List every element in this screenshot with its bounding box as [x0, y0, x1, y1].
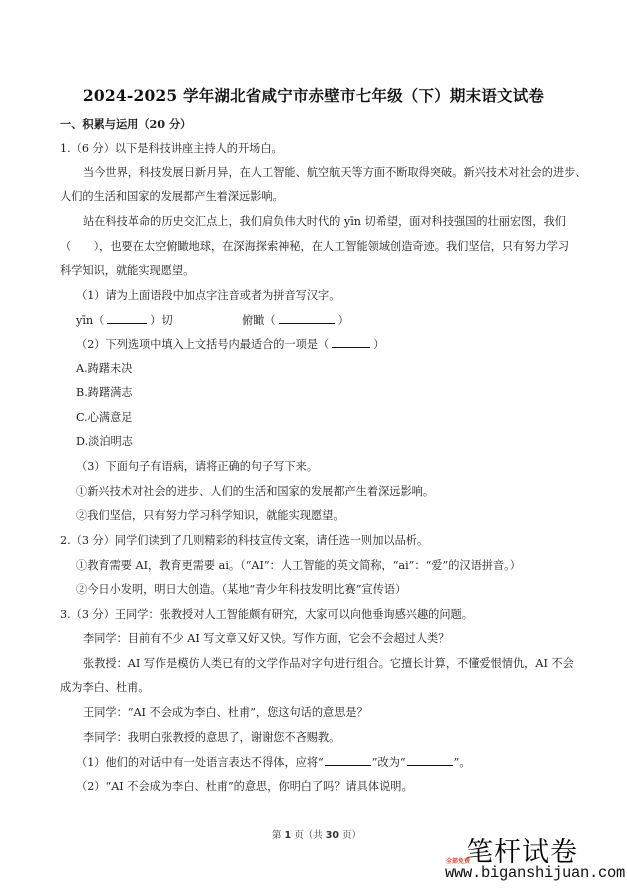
q1-sub3-sentence1: ①新兴技术对社会的进步、人们的生活和国家的发展都产生着深远影响。	[76, 485, 435, 498]
q3-li-line1: 李同学：目前有不少 AI 写文章又好又快。写作方面，它会不会超过人类？	[83, 632, 450, 645]
q1-paragraph1-line2: 人们的生活和国家的发展都产生着深远影响。	[60, 190, 284, 203]
q2-item2: ②今日小发明，明日大创造。（某地“青少年科技发明比赛”宣传语）	[76, 583, 407, 596]
section-heading: 一、积累与运用（20 分）	[60, 117, 192, 131]
footer-prefix: 第	[272, 830, 285, 841]
q3-zhang-line2: 成为李白、杜甫。	[60, 681, 150, 694]
q3-sub1-prompt	[76, 755, 471, 770]
q1-paragraph2-line2: （ ），也要在太空俯瞰地球，在深海探索神秘，在人工智能领域创造奇迹。我们坚信，只有努力学习	[60, 240, 570, 253]
fukan-suffix: ）	[337, 314, 349, 327]
q1-sub1-answer-row-b	[242, 313, 349, 328]
q1-sub2-text: （2）下列选项中填入上文括号内最适合的一项是（	[76, 338, 330, 351]
q3-wang-line2: 王同学：“AI 不会成为李白、杜甫”，您这句话的意思是？	[83, 706, 368, 719]
fukan-label: 俯瞰（	[242, 314, 276, 327]
watermark-free-tag: 全部免费	[446, 858, 471, 865]
q1-paragraph2-line3: 科学知识，就能实现愿望。	[60, 264, 195, 277]
q1-sub3-prompt: （3）下面句子有语病，请将正确的句子写下来。	[76, 460, 319, 473]
q3-sub2-prompt: （2）“AI 不会成为李白、杜甫”的意思，你明白了吗？请具体说明。	[76, 780, 413, 793]
option-c: C.心满意足	[76, 411, 133, 424]
page-number-footer	[272, 827, 361, 841]
yin-label: yīn（	[76, 314, 105, 327]
q1-sub2-answer-blank[interactable]	[332, 337, 370, 348]
footer-suffix: 页）	[338, 830, 361, 841]
document-title: 2024-2025 学年湖北省咸宁市赤壁市七年级（下）期末语文试卷	[82, 86, 545, 105]
q3-zhang-line1: 张教授：AI 写作是模仿人类已有的文学作品对字句进行组合。它擅长计算，不懂爱恨情仇，AI 不会	[83, 657, 574, 670]
question-2-stem: 2.（3 分）同学们读到了几则精彩的科技宣传文案，请任选一则加以品析。	[60, 534, 429, 547]
q1-sub2-suffix: ）	[373, 338, 385, 351]
q3-sub1-mid: ”改为“	[371, 756, 406, 769]
question-1-stem: 1.（6 分）以下是科技讲座主持人的开场白。	[60, 142, 283, 155]
q3-revised-phrase-blank[interactable]	[407, 755, 453, 766]
q3-original-phrase-blank[interactable]	[325, 755, 371, 766]
watermark-brand: 笔杆试卷	[466, 837, 578, 868]
current-page: 1	[284, 830, 292, 841]
footer-middle: 页（共	[291, 830, 326, 841]
total-pages: 30	[325, 830, 339, 841]
fukan-answer-blank[interactable]	[279, 313, 335, 324]
question-3-stem: 3.（3 分）王同学：张教授对人工智能颇有研究，大家可以向他垂询感兴趣的问题。	[60, 608, 473, 621]
option-d: D.淡泊明志	[76, 435, 133, 448]
q1-sub2-prompt	[76, 337, 384, 352]
option-b: B.踌躇满志	[76, 386, 133, 399]
yin-suffix: ）切	[150, 314, 173, 327]
watermark-url: www.biganshijuan.com	[445, 864, 626, 882]
q1-paragraph1-line1: 当今世界，科技发展日新月异，在人工智能、航空航天等方面不断取得突破。新兴技术对社会的进步、	[83, 166, 587, 179]
yin-answer-blank[interactable]	[107, 313, 147, 324]
q1-sub1-prompt: （1）请为上面语段中加点字注音或者为拼音写汉字。	[76, 289, 341, 302]
q3-li-line2: 李同学：我明白张教授的意思了，谢谢您不吝赐教。	[83, 731, 341, 744]
q1-sub3-sentence2: ②我们坚信，只有努力学习科学知识，就能实现愿望。	[76, 509, 345, 522]
q1-sub1-answer-row	[76, 313, 173, 328]
q3-sub1-text: （1）他们的对话中有一处语言表达不得体，应将“	[76, 756, 324, 769]
option-a: A.踌躇未决	[76, 362, 133, 375]
q3-sub1-suffix: ”。	[453, 756, 471, 769]
q1-paragraph2-line1: 站在科技革命的历史交汇点上，我们肩负伟大时代的 yīn 切希望，面对科技强国的壮丽宏图，我们	[83, 215, 566, 228]
q2-item1: ①教育需要 AI，教育更需要 ai。（“AI”：人工智能的英文简称，“ai”：“爱”的汉语拼音。）	[76, 559, 521, 572]
